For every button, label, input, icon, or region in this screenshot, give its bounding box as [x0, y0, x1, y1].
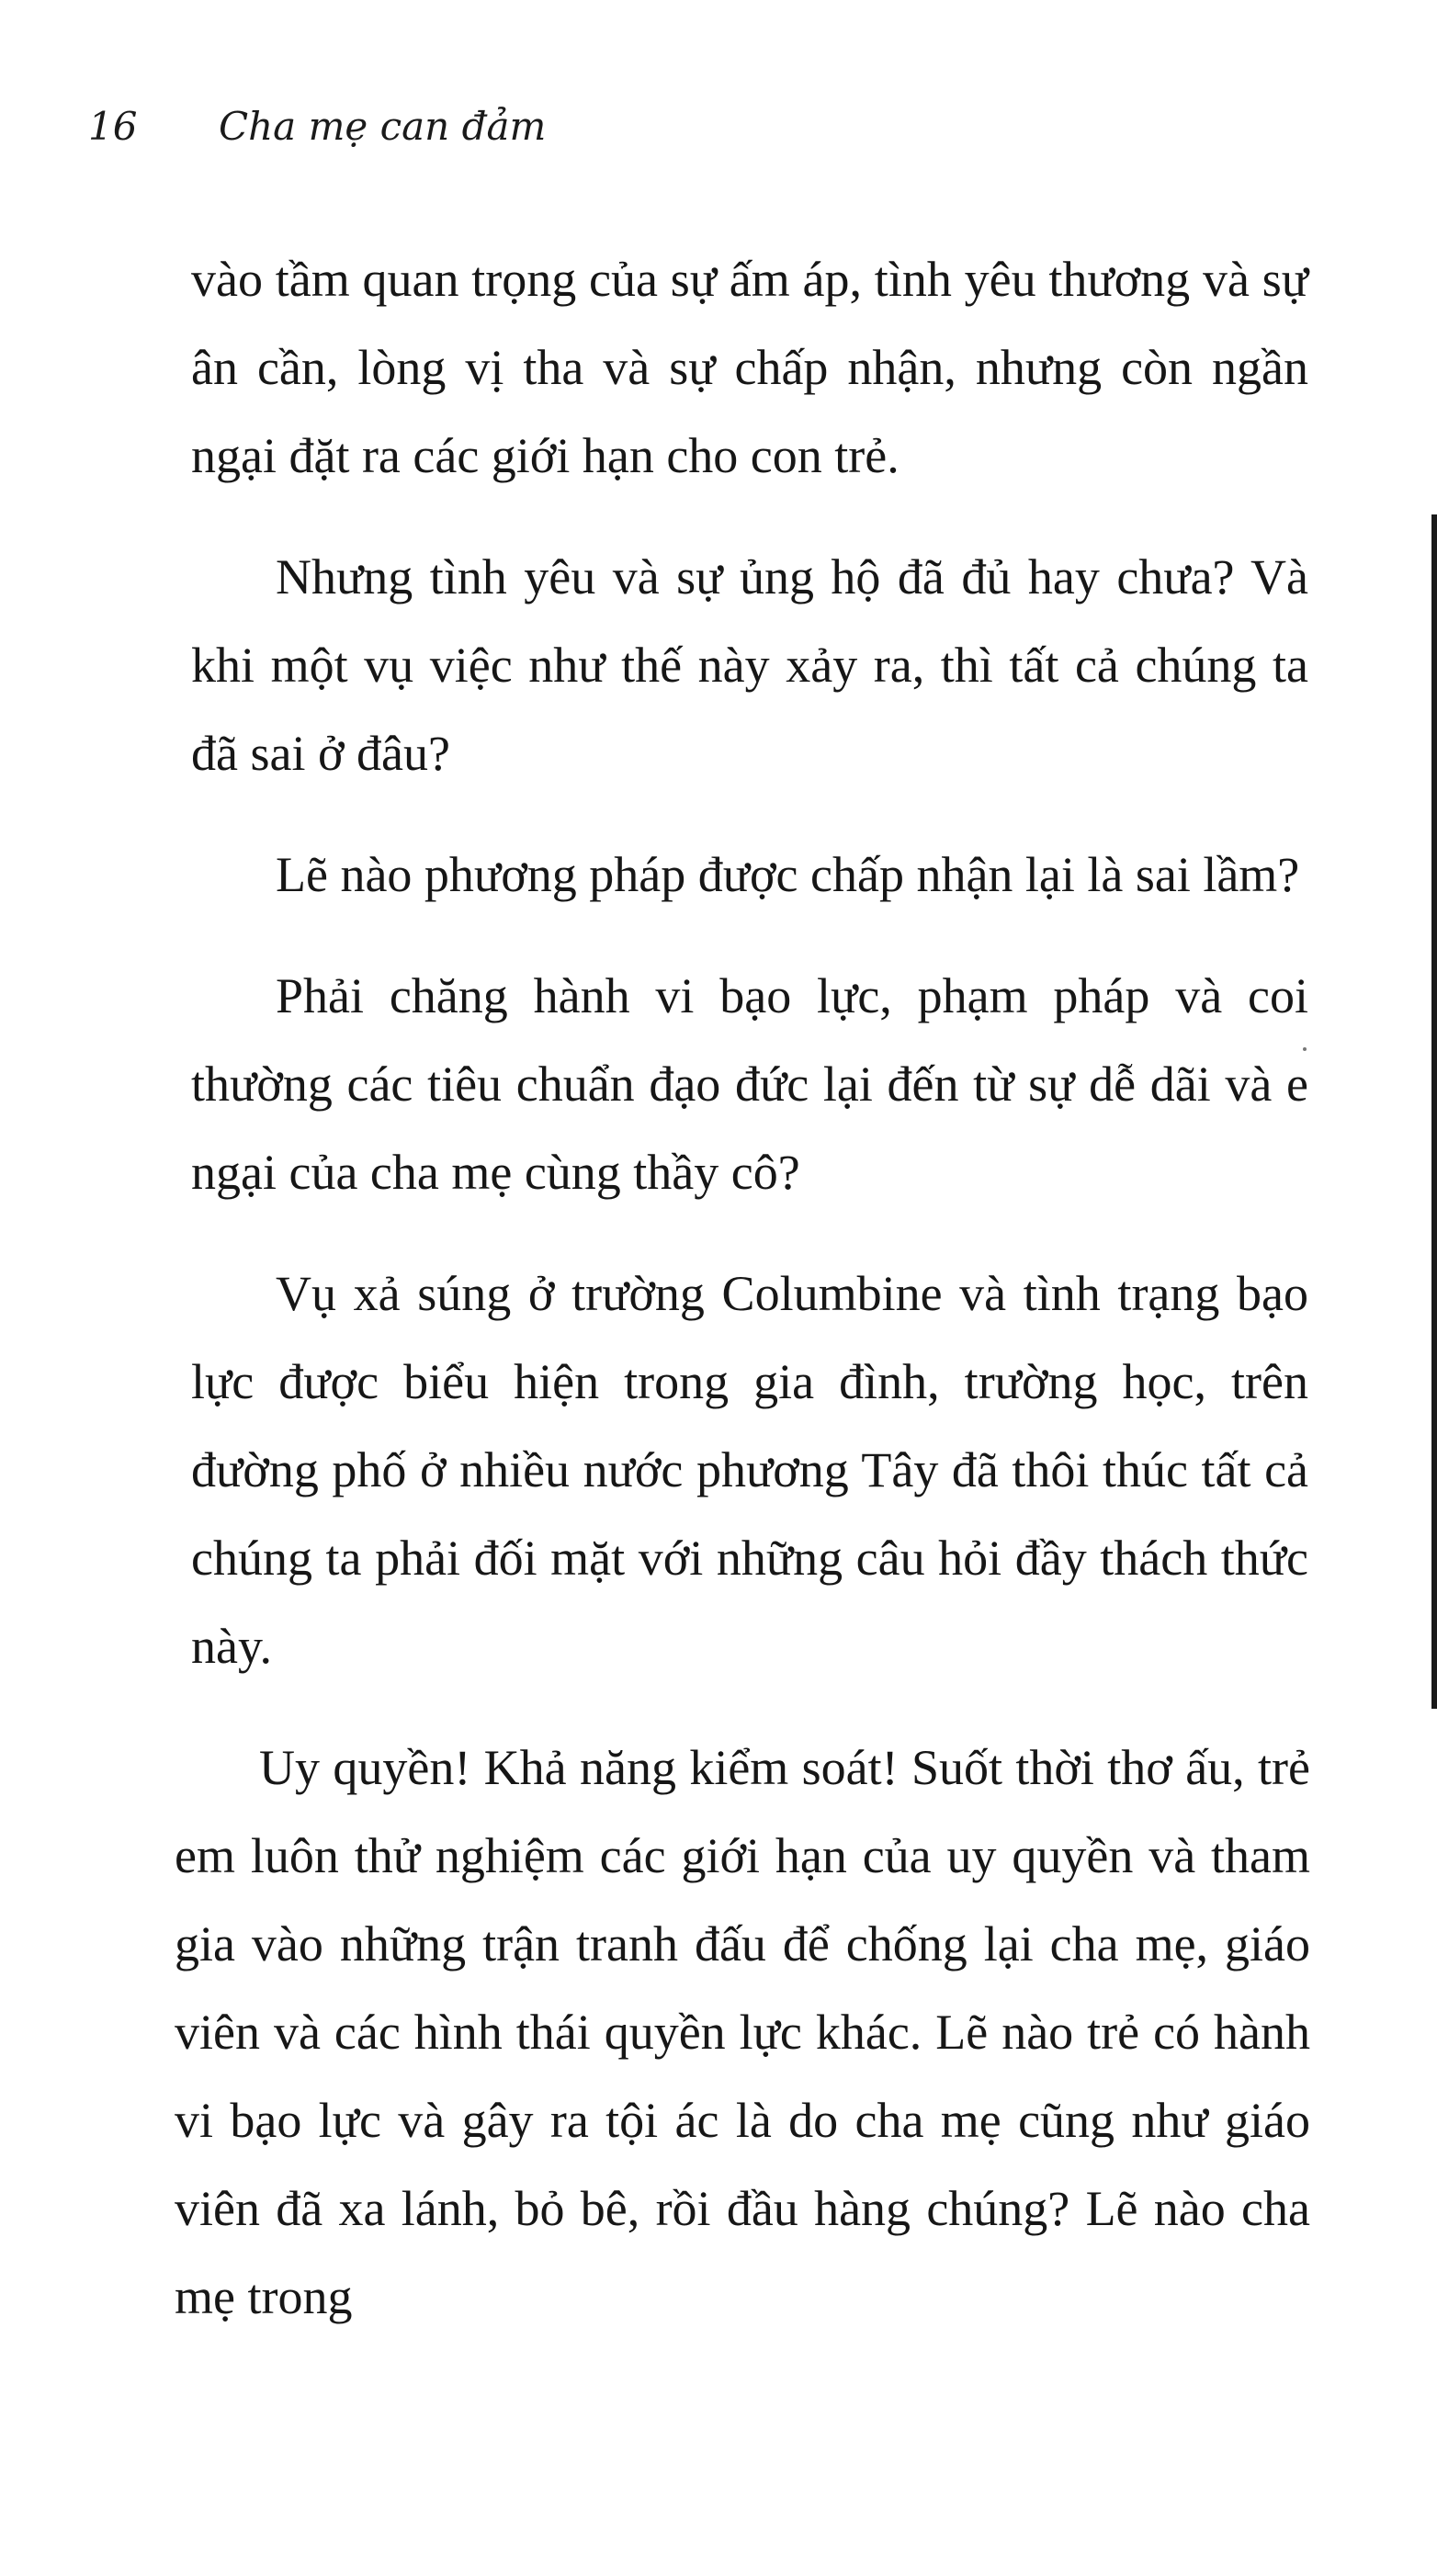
paragraph-4: Phải chăng hành vi bạo lực, phạm pháp và coi thường các tiêu chuẩn đạo đức lại đến từ sự dễ dãi và e ngại của cha mẹ cùng thầy cô?: [191, 968, 1308, 1200]
page-number: 16: [88, 104, 138, 149]
body-text: [175, 235, 1310, 2374]
paragraph-5: Vụ xả súng ở trường Columbine và tình trạng bạo lực được biểu hiện trong gia đình, trường học, trên đường phố ở nhiều nước phương Tây đã thôi thúc tất cả chúng ta phải đối mặt với những câu hỏi đầy thách thức này.: [191, 1266, 1308, 1674]
paragraph-3: Lẽ nào phương pháp được chấp nhận lại là sai lầm?: [276, 847, 1300, 902]
paragraph-2: Nhưng tình yêu và sự ủng hộ đã đủ hay chưa? Và khi một vụ việc như thế này xảy ra, thì tất cả chúng ta đã sai ở đâu?: [191, 549, 1308, 781]
paragraph-1: vào tầm quan trọng của sự ấm áp, tình yêu thương và sự ân cần, lòng vị tha và sự chấp nhận, nhưng còn ngần ngại đặt ra các giới hạn cho con trẻ.: [191, 252, 1308, 483]
scan-speck: [1303, 1047, 1307, 1051]
paragraph-6: Uy quyền! Khả năng kiểm soát! Suốt thời thơ ấu, trẻ em luôn thử nghiệm các giới hạn của uy quyền và tham gia vào những trận tranh đấu để chống lại cha mẹ, giáo viên và các hình thái quyền lực khác. Lẽ nào trẻ có hành vi bạo lực và gây ra tội ác là do cha mẹ cũng như giáo viên đã xa lánh, bỏ bê, rồi đầu hàng chúng? Lẽ nào cha mẹ trong: [175, 1740, 1310, 2324]
running-title: Cha mẹ can đảm: [219, 104, 547, 149]
page-edge-shadow: [1431, 514, 1437, 1709]
